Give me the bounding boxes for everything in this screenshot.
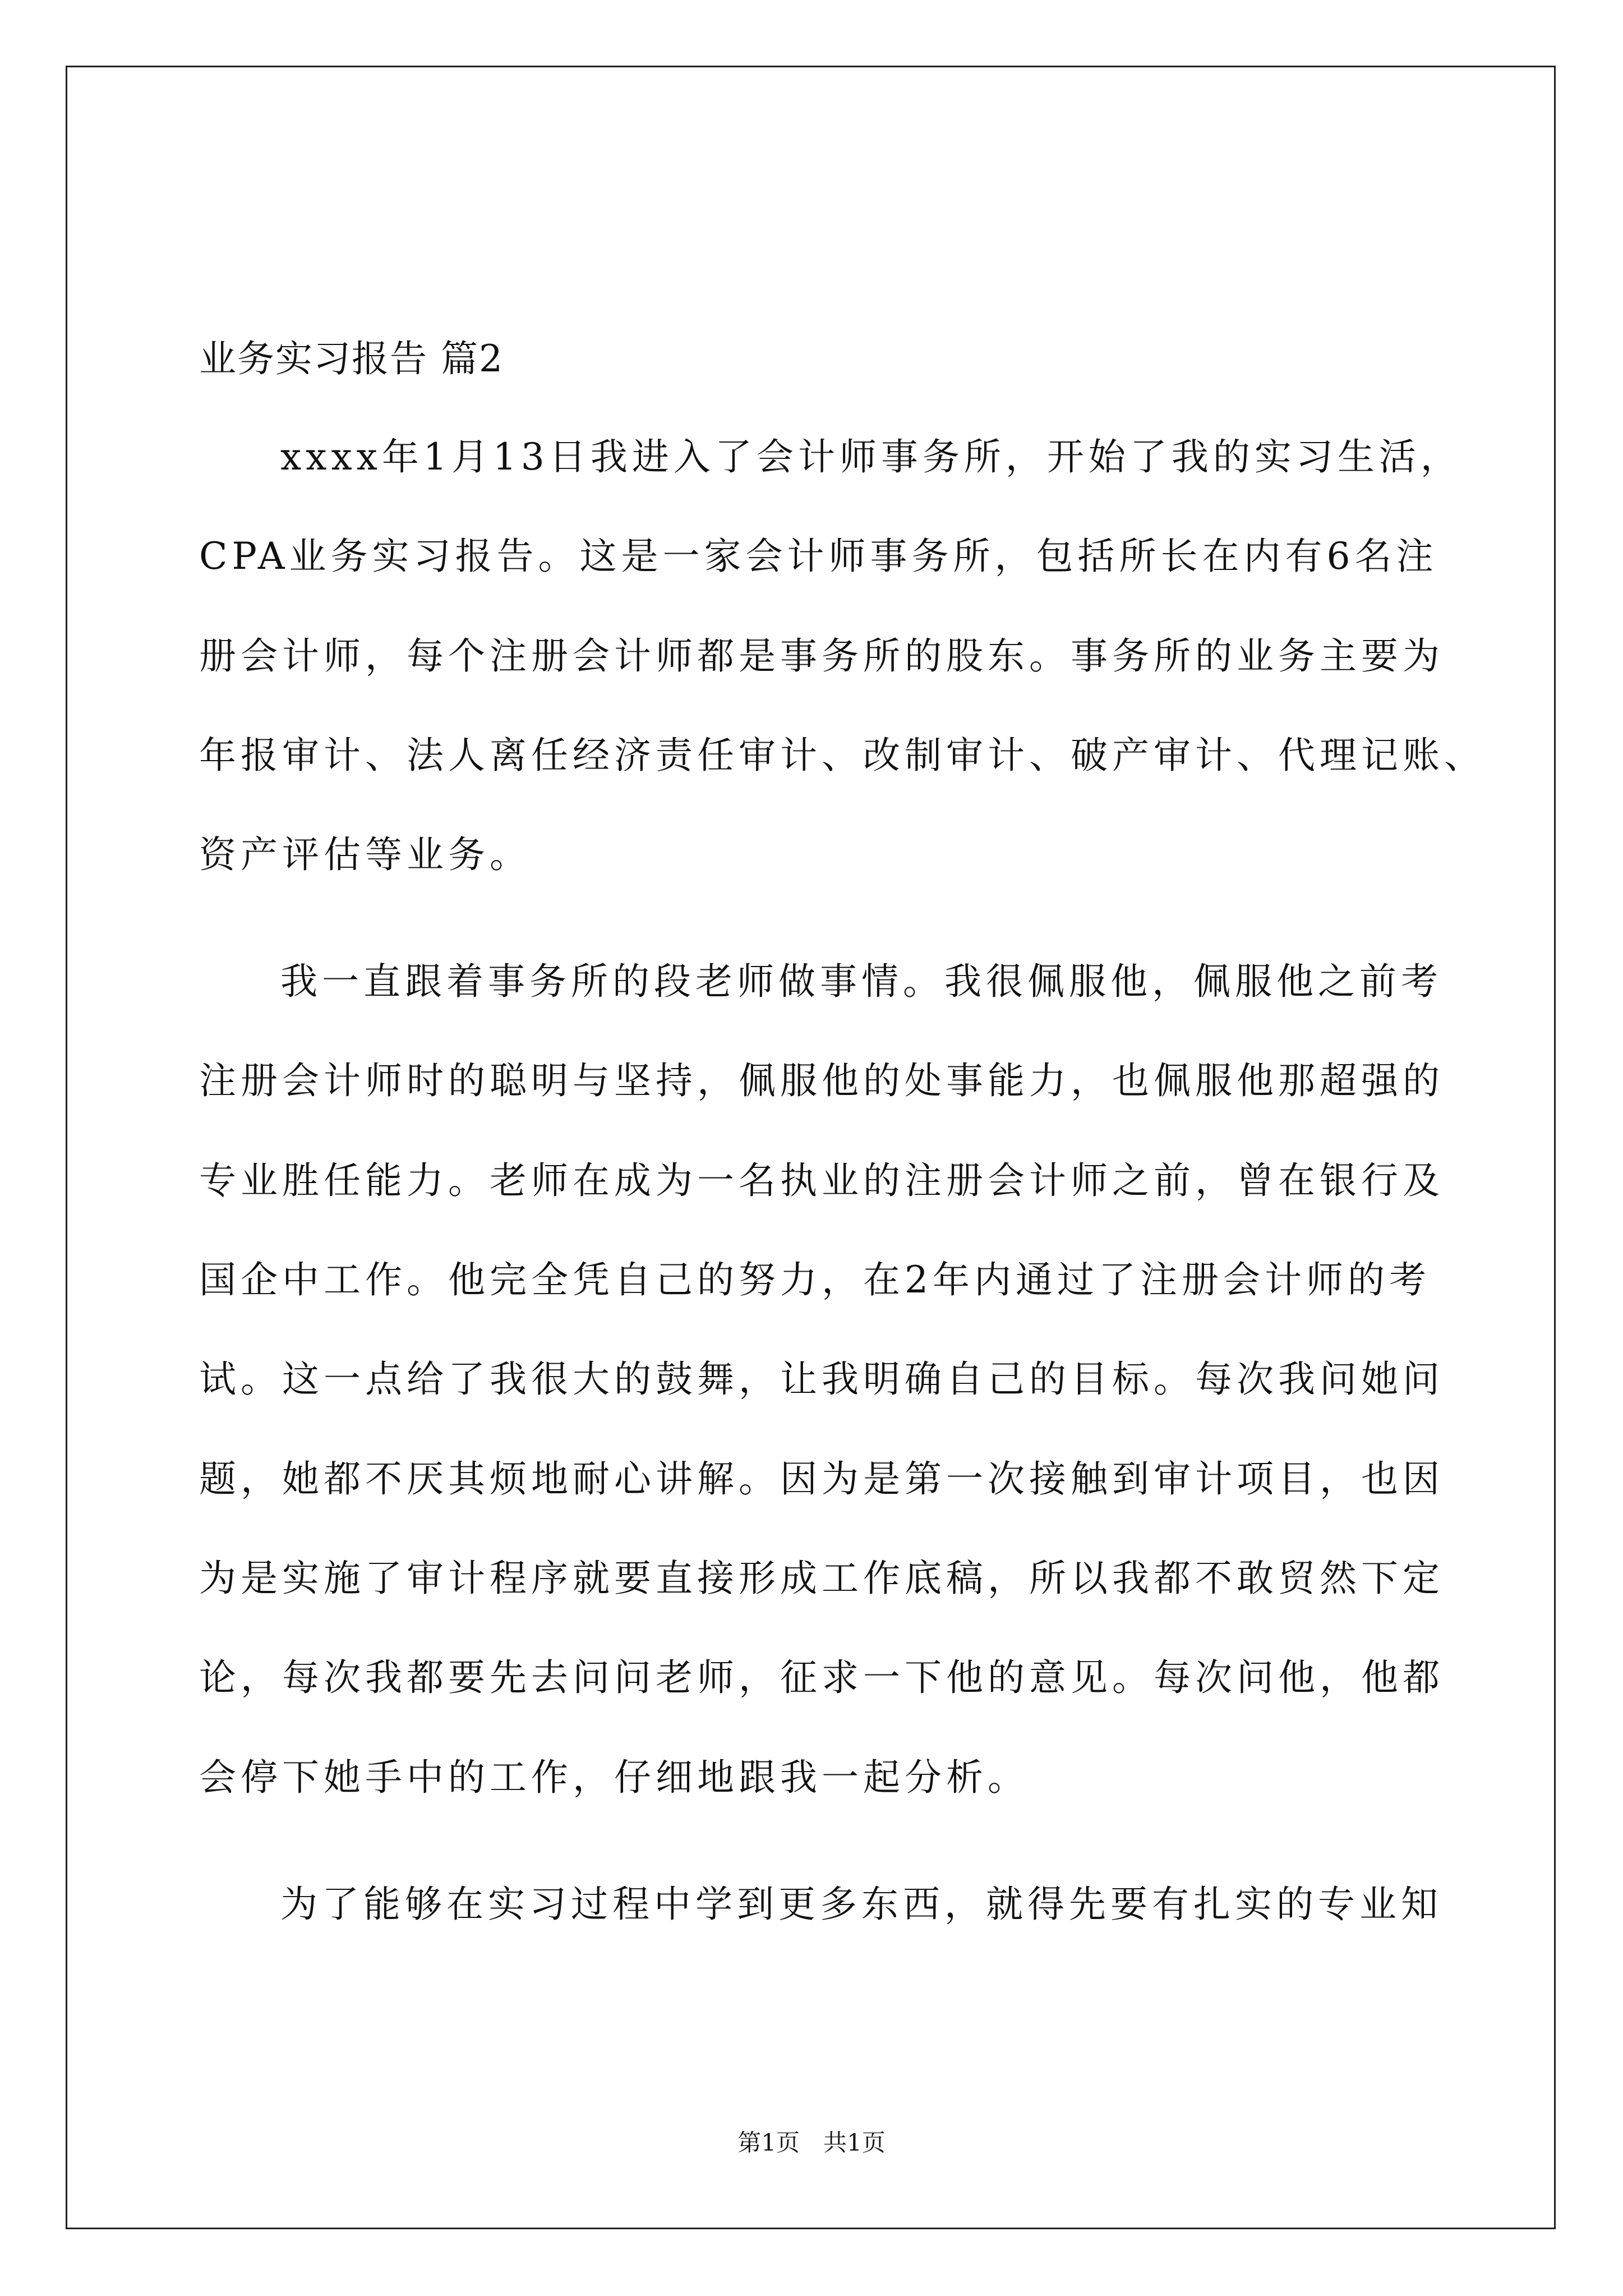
paragraph-line: 为是实施了审计程序就要直接形成工作底稿，所以我都不敢贸然下定: [199, 1557, 1444, 1600]
paragraph-line: 资产评估等业务。: [199, 833, 531, 876]
paragraph-line: 注册会计师时的聪明与坚持，佩服他的处事能力，也佩服他那超强的: [199, 1059, 1444, 1102]
paragraph-line: 国企中工作。他完全凭自己的努力，在2年内通过了注册会计师的考: [199, 1258, 1431, 1301]
paragraph-line: CPA业务实习报告。这是一家会计师事务所，包括所长在内有6名注: [199, 535, 1438, 578]
document-title: 业务实习报告 篇2: [199, 337, 504, 380]
paragraph-line: 册会计师，每个注册会计师都是事务所的股东。事务所的业务主要为: [199, 634, 1444, 678]
paragraph-line: xxxx年1月13日我进入了会计师事务所，开始了我的实习生活，: [280, 435, 1462, 478]
paragraph-line: 试。这一点给了我很大的鼓舞，让我明确自己的目标。每次我问她问: [199, 1358, 1444, 1401]
paragraph-line: 论，每次我都要先去问问老师，征求一下他的意见。每次问他，他都: [199, 1656, 1444, 1699]
paragraph-line: 我一直跟着事务所的段老师做事情。我很佩服他，佩服他之前考: [280, 960, 1442, 1003]
paragraph-line: 年报审计、法人离任经济责任审计、改制审计、破产审计、代理记账、: [199, 734, 1486, 777]
page-number: 第1页 共1页: [737, 2129, 886, 2156]
paragraph-line: 会停下她手中的工作，仔细地跟我一起分析。: [199, 1756, 1029, 1799]
paragraph-line: 题，她都不厌其烦地耐心讲解。因为是第一次接触到审计项目，也因: [199, 1457, 1444, 1501]
paragraph-line: 为了能够在实习过程中学到更多东西，就得先要有扎实的专业知: [280, 1883, 1442, 1926]
paragraph-line: 专业胜任能力。老师在成为一名执业的注册会计师之前，曾在银行及: [199, 1159, 1444, 1202]
